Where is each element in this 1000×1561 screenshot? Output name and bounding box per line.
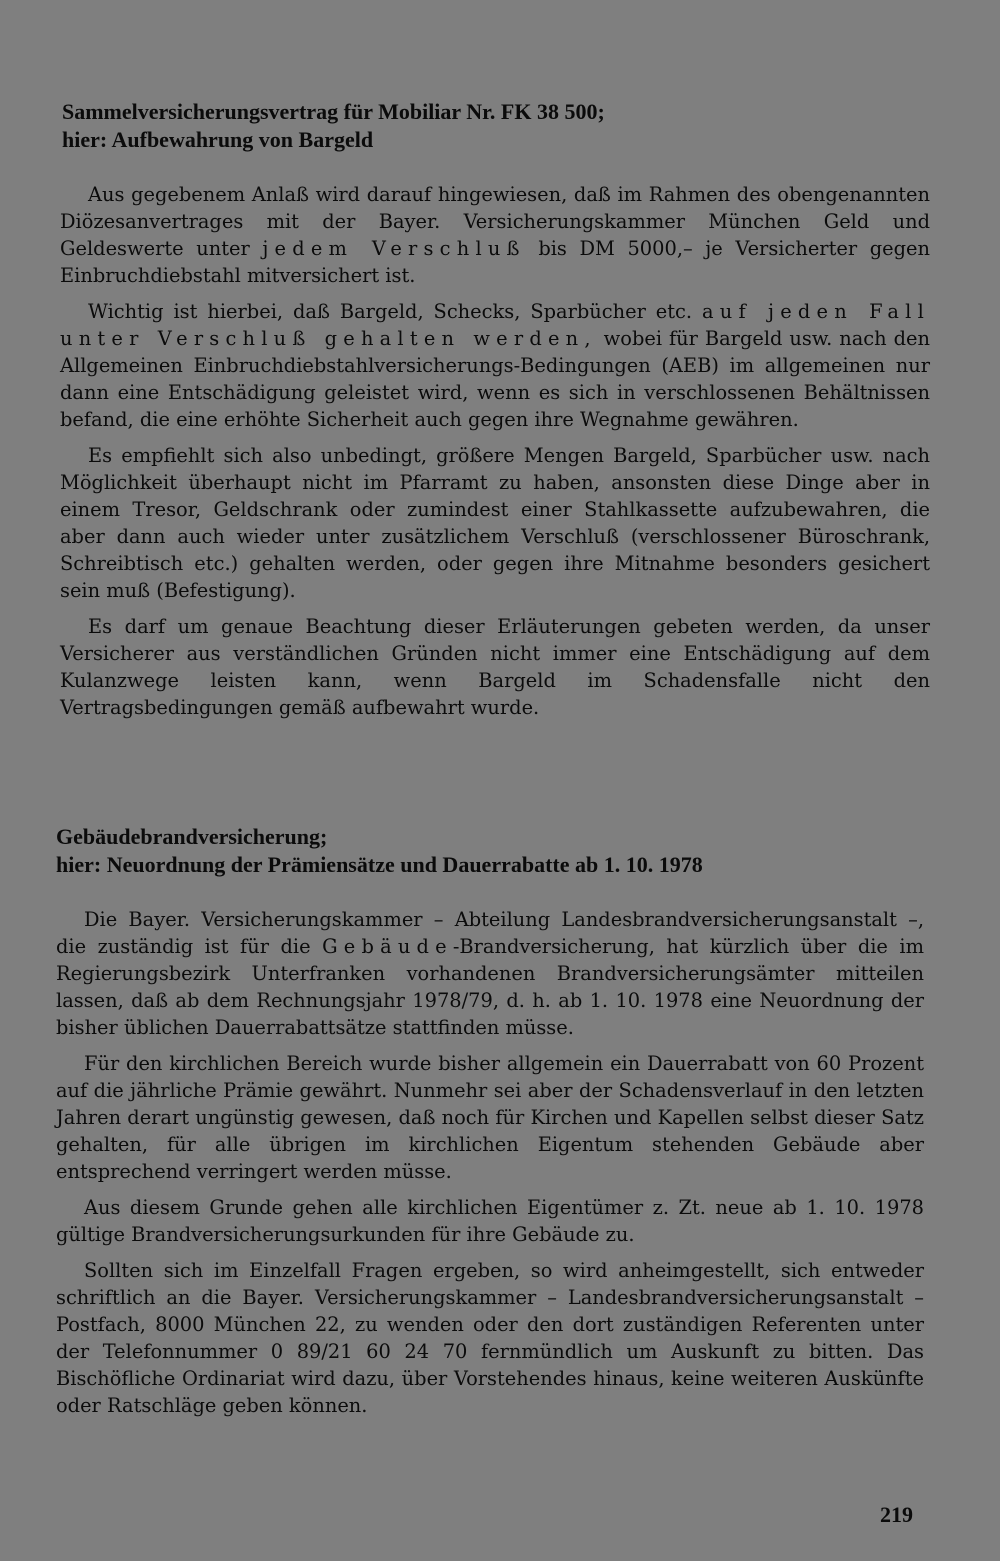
paragraph	[56, 906, 924, 1041]
text-run: -Brandversicherung, hat kürzlich über die im Regierungsbezirk Unterfranken vorhandenen Brandversicherungsämter mitteilen lassen, daß ab dem Rechnungsjahr 1978/79, d. h. ab 1. 10. 1978 eine Neuordnung der bisher üblichen Dauerrabattsätze stattfinden müsse.	[56, 935, 924, 1039]
paragraph: Für den kirchlichen Bereich wurde bisher allgemein ein Dauerrabatt von 60 Prozent auf die jährliche Prämie gewährt. Nunmehr sei aber der Schadensverlauf in den letzten Jahren derart ungünstig gewesen, daß noch für Kirchen und Kapellen selbst dieser Satz gehalten, für alle übrigen im kirchlichen Eigentum stehenden Gebäude aber entsprechend verringert werden müsse.	[56, 1052, 924, 1183]
paragraph: Es empfiehlt sich also unbedingt, größere Mengen Bargeld, Sparbücher usw. nach Möglichkeit überhaupt nicht im Pfarramt zu haben, ansonsten diese Dinge aber in einem Tresor, Geldschrank oder zumindest einer Stahlkassette aufzubewahren, die aber dann auch wieder unter zusätzlichem Verschluß (verschlossener Büroschrank, Schreibtisch etc.) gehalten werden, oder gegen ihre Mitnahme besonders gesichert sein muß (Befestigung).	[60, 444, 930, 602]
section-heading-mobiliar	[62, 98, 605, 154]
section-body-gebaeudebrand	[56, 906, 924, 1428]
section-body-mobiliar	[60, 181, 930, 730]
paragraph	[60, 298, 930, 433]
text-run: wobei für Bargeld usw. nach den Allgemeinen Einbruchdiebstahlversicherungs-Bedingungen (AEB) im allgemeinen nur dann eine Entschädigung geleistet wird, wenn es sich in verschlossenen Behältnissen befand, die eine erhöhte Sicherheit auch gegen ihre Wegnahme gewähren.	[60, 327, 930, 431]
text-run: Aus gegebenem Anlaß wird darauf hingewiesen, daß im Rahmen des obengenannten Diözesanvertrages mit der Bayer. Versicherungskammer München Geld und Geldeswerte unter	[60, 183, 930, 260]
text-run: bis DM 5000,– je Versicherter gegen Einbruchdiebstahl mitversichert ist.	[60, 237, 930, 287]
emphasized-text: Gebäude	[322, 935, 453, 958]
text-run: Die Bayer. Versicherungskammer – Abteilung Landesbrandversicherungsanstalt –, die zuständig ist für die	[56, 908, 924, 958]
heading-line: Sammelversicherungsvertrag für Mobiliar Nr. FK 38 500;	[62, 99, 605, 124]
paragraph	[60, 181, 930, 289]
emphasized-text: auf jeden Fall unter Verschluß gehalten werden,	[60, 300, 930, 350]
heading-line: Gebäudebrandversicherung;	[56, 824, 328, 849]
heading-line: hier: Neuordnung der Prämiensätze und Dauerrabatte ab 1. 10. 1978	[56, 852, 703, 877]
text-run: Wichtig ist hierbei, daß Bargeld, Schecks, Sparbücher etc.	[88, 300, 703, 323]
emphasized-text: jedem Verschluß	[262, 237, 526, 260]
page-number: 219	[880, 1502, 913, 1527]
heading-line: hier: Aufbewahrung von Bargeld	[62, 127, 374, 152]
paragraph: Es darf um genaue Beachtung dieser Erläuterungen gebeten werden, da unser Versicherer aus verständlichen Gründen nicht immer eine Entschädigung auf dem Kulanzwege leisten kann, wenn Bargeld im Schadensfalle nicht den Vertragsbedingungen gemäß aufbewahrt wurde.	[60, 615, 930, 719]
section-heading-gebaeudebrand	[56, 823, 703, 879]
paragraph: Aus diesem Grunde gehen alle kirchlichen Eigentümer z. Zt. neue ab 1. 10. 1978 gültige Brandversicherungsurkunden für ihre Gebäude zu.	[56, 1196, 924, 1246]
paragraph: Sollten sich im Einzelfall Fragen ergeben, so wird anheimgestellt, sich entweder schriftlich an die Bayer. Versicherungskammer – Landesbrandversicherungsanstalt – Postfach, 8000 München 22, zu wenden oder den dort zuständigen Referenten unter der Telefonnummer 0 89/21 60 24 70 fernmündlich um Auskunft zu bitten. Das Bischöfliche Ordinariat wird dazu, über Vorstehendes hinaus, keine weiteren Auskünfte oder Ratschläge geben können.	[56, 1259, 924, 1417]
